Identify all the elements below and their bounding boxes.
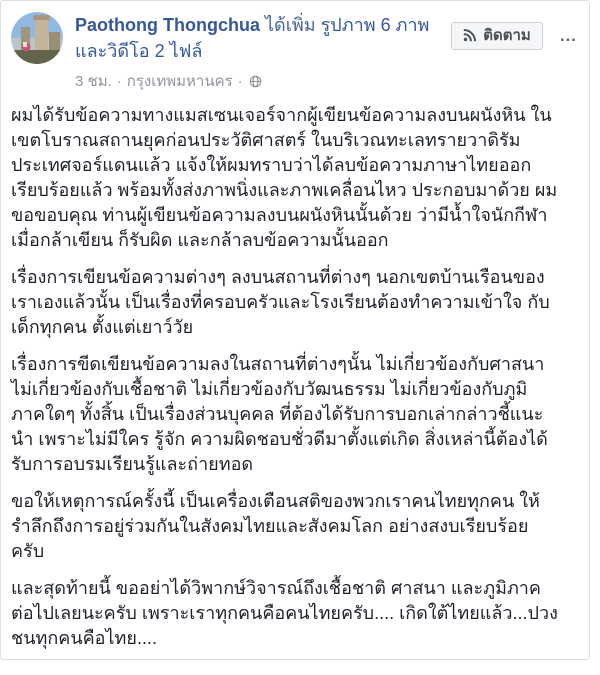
ellipsis-icon[interactable]: ...	[559, 26, 577, 45]
post-header-actions	[451, 12, 581, 50]
globe-icon	[249, 75, 262, 88]
post-story	[75, 12, 451, 64]
post-paragraph: เรื่องการเขียนข้อความต่างๆ ลงบนสถานที่ต่างๆ นอกเขตบ้านเรือนของเราเองแล้วนั้น เป็นเรื่องที่ครอบครัวและโรงเรียนต้องทำความเข้าใจ กับเด็กทุกคน ตั้งแต่เยาว์วัย	[11, 267, 550, 337]
meta-separator: ·	[237, 72, 243, 90]
post-paragraph: และสุดท้ายนี้ ขออย่าได้วิพากษ์วิจารณ์ถึงเชื้อชาติ ศาสนา และภูมิภาค ต่อไปเลยนะครับ เพราะเราทุกคนคือคนไทยครับ.... เกิดใต้ไทยแล้ว...ปวงชนทุกคนคือไทย....	[11, 578, 558, 648]
timestamp-link[interactable]: 3 ชม.	[75, 73, 112, 90]
location-link[interactable]: กรุงเทพมหานคร	[126, 73, 233, 90]
follow-button-label: ติดตาม	[483, 27, 531, 44]
post-paragraph: ผมได้รับข้อความทางแมสเซนเจอร์จากผู้เขียนข้อความลงบนผนังหิน ในเขตโบราณสถานยุคก่อนประวัติศาสตร์ ในบริเวณทะเลทรายวาดิรัม ประเทศจอร์แดนแล้ว แจ้งให้ผมทราบว่าได้ลบข้อความภาษาไทยออกเรียบร้อยแล้ว พร้อมทั้งส่งภาพนิ่งและภาพเคลื่อนไหว ประกอบมาด้วย ผมขอขอบคุณ ท่านผู้เขียนข้อความลงบนผนังหินนั้นด้วย ว่ามีน้ำใจนักกีฬา เมื่อกล้าเขียน ก็รับผิด และกล้าลบข้อความนั้นออก	[11, 105, 558, 250]
meta-separator: ·	[116, 72, 122, 90]
follow-rss-icon	[463, 29, 476, 42]
post-header	[1, 1, 589, 99]
follow-button[interactable]	[451, 22, 543, 50]
profile-photo	[11, 12, 63, 64]
post-header-text	[75, 12, 451, 93]
author-link[interactable]: Paothong Thongchua	[75, 15, 260, 35]
post-paragraph: ขอให้เหตุการณ์ครั้งนี้ เป็นเครื่องเตือนสติของพวกเราคนไทยทุกคน ให้รำลึกถึงการอยู่ร่วมกันในสังคมไทยและสังคมโลก อย่างสงบเรียบร้อยครับ	[11, 491, 540, 561]
avatar[interactable]	[11, 12, 63, 64]
post-body	[1, 99, 589, 675]
post-meta-row	[75, 69, 451, 93]
post-paragraph: เรื่องการขีดเขียนข้อความลงในสถานที่ต่างๆนั้น ไม่เกี่ยวข้องกับศาสนา ไม่เกี่ยวข้องกับเชื้อชาติ ไม่เกี่ยวข้องกับวัฒนธรรม ไม่เกี่ยวข้องกับภูมิภาคใดๆ ทั้งสิ้น เป็นเรื่องส่วนบุคคล ที่ต้องได้รับการบอกเล่ากล่าวชี้แนะนำ เพราะไม่มีใคร รู้จัก ความผิดชอบชั่วดีมาตั้งแต่เกิด สิ่งเหล่านี้ต้องได้รับการอบรมเรียนรู้และถ่ายทอด	[11, 354, 548, 474]
story-prefix: ได้เพิ่ม	[265, 15, 316, 35]
story-attachment-link[interactable]: รูปภาพ 6 ภาพและวิดีโอ 2 ไฟล์	[75, 15, 430, 61]
